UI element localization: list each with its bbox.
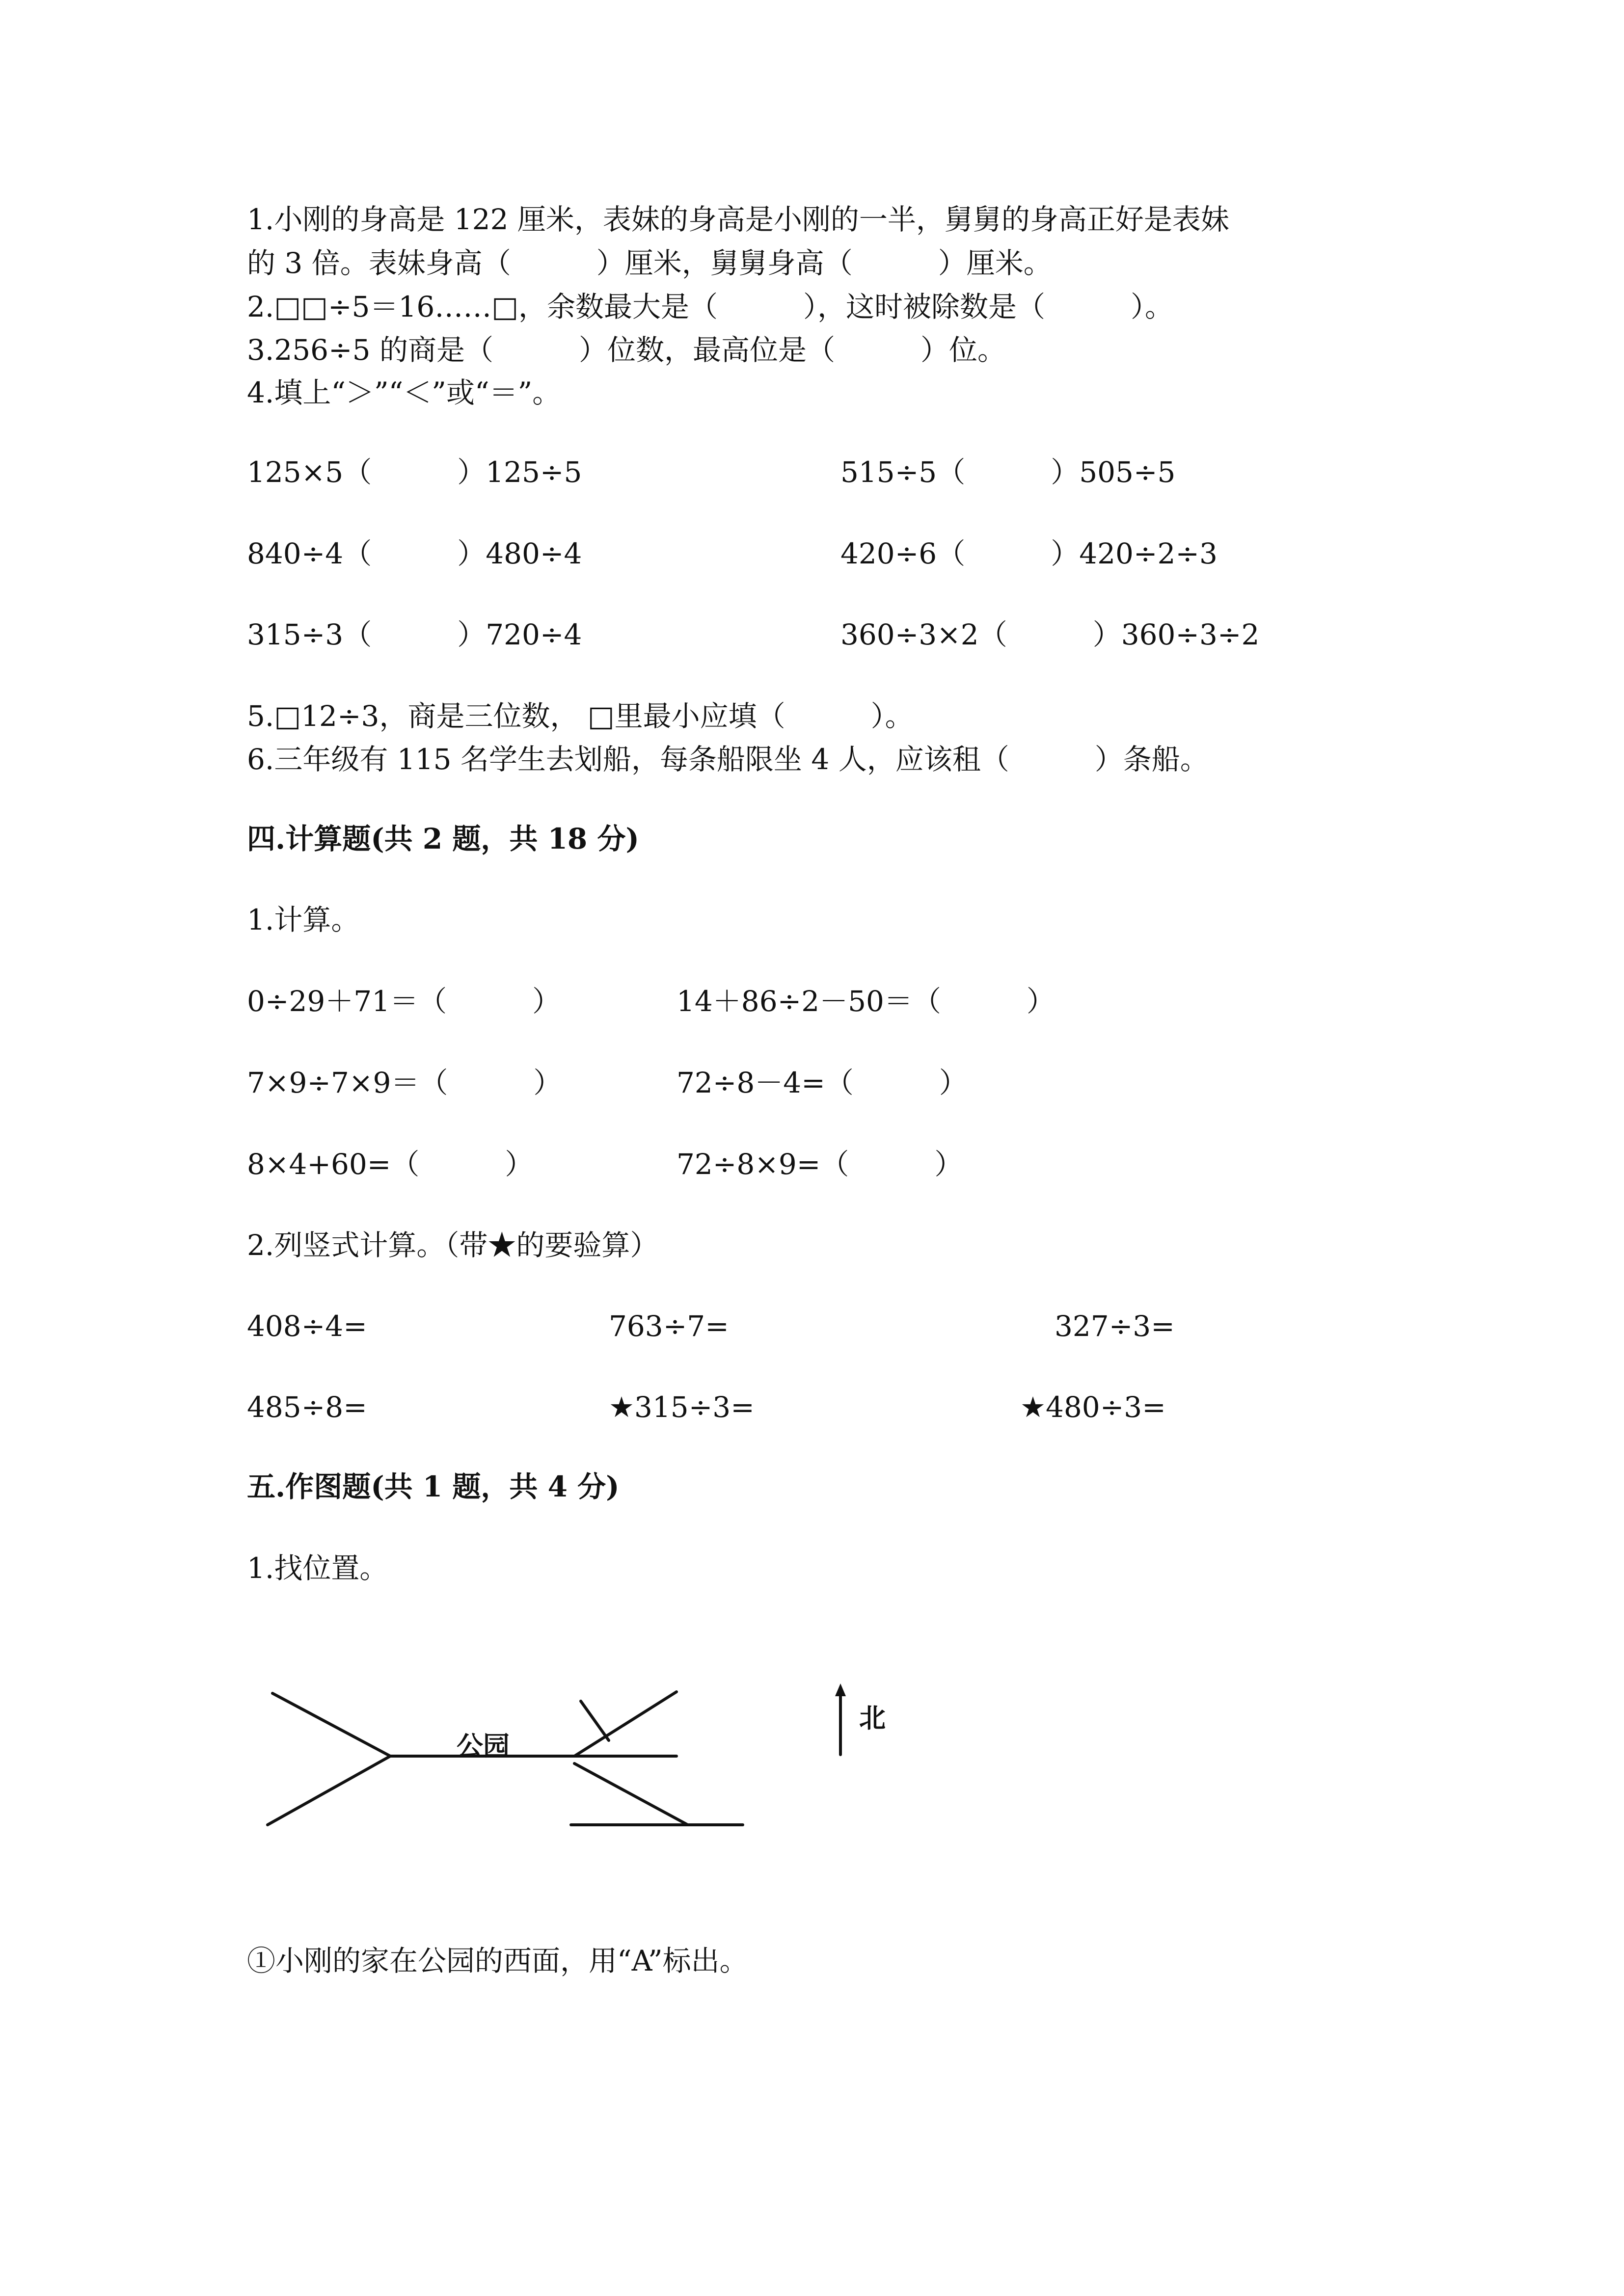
road-southwest (268, 1756, 390, 1825)
compare-item: 315÷3（ ）720÷4 (247, 618, 582, 651)
road-branch-north (581, 1701, 609, 1740)
q3-text: 3.256÷5 的商是（ ）位数，最高位是（ ）位。 (247, 333, 1006, 367)
calc-item: 8×4+60=（ ） (247, 1148, 534, 1181)
vertical-item: 408÷4= (247, 1309, 367, 1343)
compare-item: 515÷5（ ）505÷5 (840, 455, 1176, 489)
vertical-item: 763÷7= (609, 1309, 729, 1343)
calc-item: 72÷8－4=（ ） (677, 1066, 968, 1099)
vertical-item: 327÷3= (1055, 1309, 1175, 1343)
q1-line1: 1.小刚的身高是 122 厘米，表妹的身高是小刚的一半，舅舅的身高正好是表妹 (247, 203, 1229, 236)
section4-q2: 2.列竖式计算。（带★的要验算） (247, 1228, 659, 1262)
vertical-item: 485÷8= (247, 1390, 367, 1424)
road-northwest (272, 1693, 390, 1756)
compare-item: 125×5（ ）125÷5 (247, 455, 582, 489)
calc-item: 14＋86÷2－50＝（ ） (677, 985, 1055, 1018)
section5-heading: 五.作图题(共 1 题，共 4 分) (247, 1470, 620, 1503)
q1-line2: 的 3 倍。表妹身高（ ）厘米，舅舅身高（ ）厘米。 (247, 246, 1052, 280)
compare-item: 840÷4（ ）480÷4 (247, 537, 582, 570)
compare-item: 360÷3×2（ ）360÷3÷2 (840, 618, 1260, 651)
calc-item: 0÷29＋71＝（ ） (247, 985, 561, 1018)
section5-q1: 1.找位置。 (247, 1551, 388, 1585)
q6-text: 6.三年级有 115 名学生去划船，每条船限坐 4 人，应该租（ ）条船。 (247, 743, 1209, 776)
park-label: 公园 (457, 1731, 510, 1762)
q5-text: 5.□12÷3，商是三位数， □里最小应填（ ）。 (247, 699, 914, 733)
calc-item: 7×9÷7×9＝（ ） (247, 1066, 562, 1099)
north-arrow-head (835, 1683, 846, 1696)
north-label: 北 (859, 1703, 886, 1734)
vertical-item: ★480÷3= (1020, 1390, 1166, 1424)
section4-q1: 1.计算。 (247, 903, 360, 936)
calc-item: 72÷8×9=（ ） (677, 1148, 963, 1181)
road-northeast (574, 1692, 677, 1756)
q2-text: 2.□□÷5＝16……□，余数最大是（ ），这时被除数是（ ）。 (247, 290, 1174, 323)
road-southeast (574, 1763, 687, 1824)
q4-text: 4.填上“＞”“＜”或“＝”。 (247, 376, 561, 409)
compare-item: 420÷6（ ）420÷2÷3 (840, 537, 1218, 570)
section5-sub1: ①小刚的家在公园的西面，用“A”标出。 (247, 1944, 748, 1977)
section4-heading: 四.计算题(共 2 题，共 18 分) (247, 822, 639, 855)
vertical-item: ★315÷3= (609, 1390, 755, 1424)
